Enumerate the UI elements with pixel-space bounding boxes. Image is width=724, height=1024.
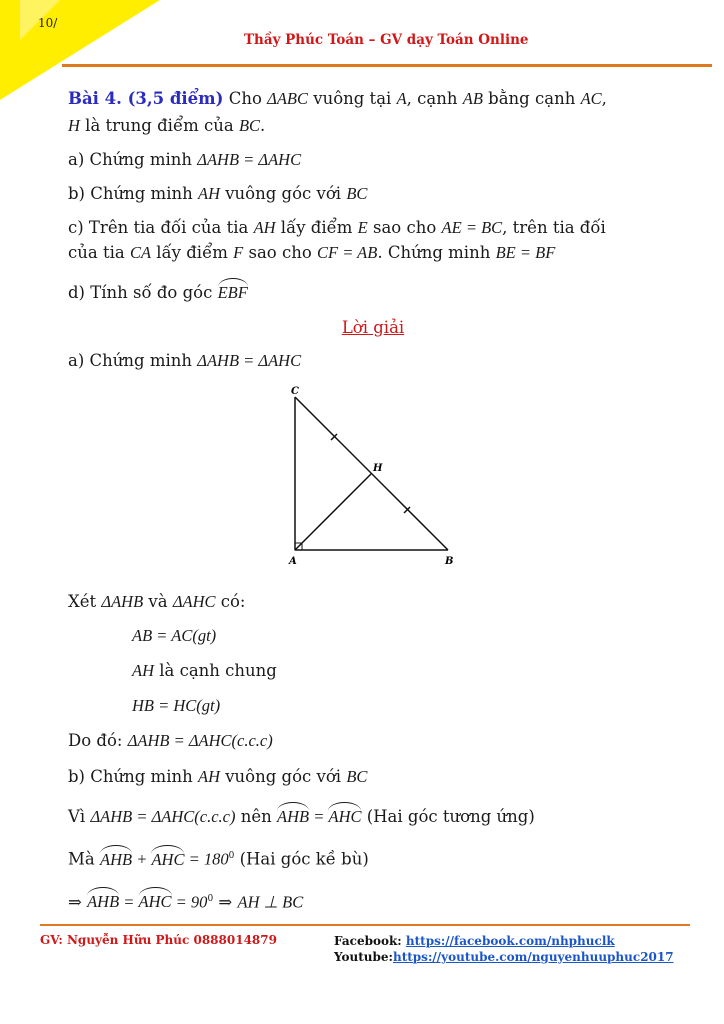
math-expr: ΔAHC (172, 592, 216, 611)
solution-a-heading (68, 348, 678, 373)
youtube-label: Youtube: (334, 950, 393, 964)
corner-decoration (0, 0, 160, 100)
math-expr: + (132, 849, 152, 869)
angle-expr: AHC (139, 889, 172, 914)
solution-title: Lời giải (341, 318, 405, 337)
math-expr: AH (253, 218, 276, 237)
math-expr: ΔAHB = ΔAHC (197, 150, 302, 169)
text-run: lấy điểm (151, 243, 234, 262)
angle-expr: EBF (218, 280, 248, 305)
text-run: (Hai góc tương ứng) (361, 807, 535, 826)
math-expr: H (68, 116, 80, 135)
header-rule (62, 64, 712, 67)
problem-part-d (68, 280, 678, 305)
math-expr: ΔAHB = ΔAHC(c.c.c) (90, 807, 236, 826)
angle-expr: AHB (277, 804, 309, 829)
math-expr: AB = AC(gt) (132, 626, 217, 645)
fact-1 (68, 623, 678, 648)
text-run: a) Chứng minh (68, 150, 198, 169)
text-run: d) Tính số đo góc (68, 283, 218, 302)
text-run: sao cho (243, 243, 318, 262)
degree-mark: 0 (228, 851, 235, 861)
math-expr: ΔABC (267, 89, 308, 108)
conclusion-line (68, 887, 678, 915)
triangle-figure (280, 378, 470, 574)
vi-line (68, 804, 678, 829)
text-run: Do đó: (68, 731, 128, 750)
text-run: ⇒ (68, 892, 88, 911)
angle-expr: AHC (151, 847, 184, 872)
math-expr: BC (346, 767, 368, 786)
text-run: của tia (68, 243, 130, 262)
problem-intro (223, 89, 606, 108)
text-run: , cạnh (406, 89, 463, 108)
label-a: A (289, 556, 297, 567)
problem-part-c (68, 215, 678, 240)
segment-ah (295, 474, 371, 550)
fact-3 (68, 693, 678, 718)
math-expr: AC (580, 89, 602, 108)
fact-2 (68, 658, 678, 683)
text-run: bằng cạnh (482, 89, 581, 108)
text-run: là trung điểm của (79, 116, 239, 135)
footer-links (334, 933, 674, 965)
text-run: nên (235, 807, 278, 826)
label-h: H (373, 463, 383, 474)
text-run: , (601, 89, 607, 108)
math-expr: AH (197, 767, 220, 786)
text-run: (Hai góc kề bù) (234, 849, 369, 869)
text-run: vuông tại (308, 89, 397, 108)
math-expr: AH ⊥ BC (237, 892, 304, 911)
math-expr: AE = BC (441, 218, 503, 237)
angle-expr: AHB (87, 889, 119, 914)
math-expr: ΔAHB (101, 592, 144, 611)
text-run: Xét (68, 592, 102, 611)
text-run: Cho (223, 89, 268, 108)
text-run: và (143, 592, 173, 611)
math-expr: AH (197, 184, 220, 203)
math-expr: = (119, 892, 139, 911)
text-run: có: (215, 592, 246, 611)
footer-rule (40, 924, 690, 926)
text-run: . (260, 116, 266, 135)
do-do-line (68, 728, 678, 753)
math-expr: E (357, 218, 368, 237)
math-expr: HB = HC(gt) (132, 696, 221, 715)
solution-b-heading (68, 764, 678, 789)
text-run: Mà (68, 849, 100, 869)
math-expr: AH (132, 661, 154, 680)
angle-expr: AHC (328, 804, 361, 829)
text-run: b) Chứng minh (68, 767, 198, 786)
angle-expr: AHB (100, 847, 132, 872)
math-expr: F (233, 243, 244, 262)
math-expr: AB (462, 89, 483, 108)
problem-part-c-cont (68, 240, 678, 265)
math-expr: BC (238, 116, 261, 135)
math-expr: A (396, 89, 407, 108)
degree-mark: 0 (207, 893, 214, 904)
label-c: C (291, 386, 299, 397)
document-body (68, 86, 678, 373)
xet-line (68, 589, 678, 614)
math-expr: = 180 (184, 849, 229, 869)
text-run: ⇒ (213, 892, 238, 911)
text-run: Vì (68, 807, 91, 826)
problem-label: Bài 4. (3,5 điểm) (68, 89, 224, 108)
text-run: lấy điểm (275, 218, 358, 237)
text-run: , trên tia đối (502, 218, 606, 237)
text-run: c) Trên tia đối của tia (68, 218, 254, 237)
math-expr: BC (346, 184, 368, 203)
solution-body (68, 589, 678, 914)
page-number: 10/ (38, 16, 58, 30)
math-expr: = (309, 807, 329, 826)
text-run: b) Chứng minh (68, 184, 198, 203)
text-run: . Chứng minh (377, 243, 496, 262)
math-expr: ΔAHB = ΔAHC (197, 351, 302, 370)
math-expr: BE = BF (495, 243, 556, 262)
math-expr: CF = AB (317, 243, 378, 262)
math-expr: ΔAHB = ΔAHC(c.c.c) (127, 731, 273, 750)
math-expr: = 90 (171, 892, 208, 911)
text-run: vuông góc với (219, 767, 347, 786)
text-run: là cạnh chung (154, 661, 277, 680)
header-title: Thầy Phúc Toán – GV dạy Toán Online (244, 32, 529, 48)
text-run: sao cho (367, 218, 442, 237)
problem-intro-line2 (68, 113, 678, 138)
problem-statement (68, 86, 678, 111)
footer-teacher: GV: Nguyễn Hữu Phúc 0888014879 (40, 933, 277, 947)
facebook-link[interactable]: https://facebook.com/nhphuclk (405, 934, 615, 948)
problem-part-a (68, 147, 678, 172)
label-b: B (445, 556, 454, 567)
problem-part-b (68, 181, 678, 206)
math-expr: CA (129, 243, 152, 262)
ma-line (68, 844, 678, 872)
facebook-label: Facebook: (334, 934, 406, 948)
youtube-link[interactable]: https://youtube.com/nguyenhuuphuc2017 (392, 950, 674, 964)
text-run: a) Chứng minh (68, 351, 198, 370)
text-run: vuông góc với (219, 184, 347, 203)
